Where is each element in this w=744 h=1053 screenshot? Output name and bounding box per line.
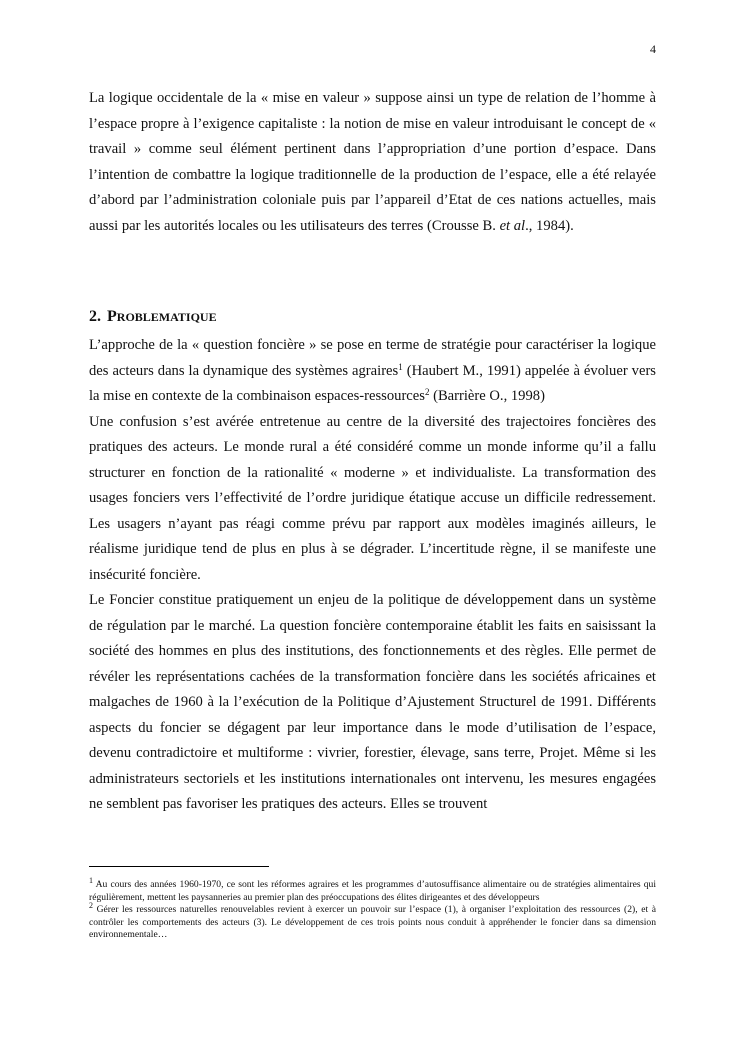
paragraph-approach-text-1: L’approche de la « question foncière » se pose en terme de stratégie pour caractériser la logique des acteurs dans la dynamique des systèmes agraires [89, 337, 656, 379]
citation-italic: et al [499, 217, 526, 234]
footnote-2 [89, 901, 656, 942]
footnotes [89, 876, 656, 942]
footnote-ref-1[interactable]: 1 [398, 361, 403, 372]
section-number: 2. [89, 308, 101, 325]
footnote-2-mark: 2 [89, 901, 93, 910]
paragraph-approach-text-2: (Haubert M., 1991) appelée à évoluer vers la mise en contexte de la combinaison espaces-ressources [89, 362, 656, 404]
paragraph-intro [89, 86, 656, 239]
section-title-initial: P [107, 308, 117, 325]
footnote-1-text: Au cours des années 1960-1970, ce sont les réformes agraires et les programmes d’autosuffisance alimentaire ou de stratégies alimentaires qui régulièrement, mettent les paysanneries au premier plan des préoccupations des élites dirigeantes et des développeurs [89, 879, 656, 903]
page-number: 4 [650, 42, 656, 56]
section-body [89, 333, 656, 818]
footnote-separator [89, 866, 269, 867]
paragraph-intro-text [89, 86, 656, 239]
paragraph-confusion: Une confusion s’est avérée entretenue au centre de la diversité des trajectoires foncières des pratiques des acteurs. Le monde rural a été considéré comme un monde informe qu’il a fallu structurer en fonction de la rationalité « moderne » et individualiste. La transformation des usages fonciers vers l’effectivité de l’ordre juridique étatique accuse un difficile redressement. Les usagers n’ayant pas réagi comme prévu par rapport aux modèles imaginés ailleurs, le réalisme juridique tend de plus en plus à se dégrader. L’incertitude règne, il se manifeste une insécurité foncière. [89, 413, 656, 583]
section-heading-problematique [89, 308, 217, 326]
section-title-rest: ROBLEMATIQUE [116, 310, 217, 324]
paragraph-approach [89, 333, 656, 410]
footnote-1-mark: 1 [89, 876, 93, 885]
paragraph-approach-text-3: (Barrière O., 1998) [429, 388, 545, 404]
paragraph-intro-text-a: La logique occidentale de la « mise en valeur » suppose ainsi un type de relation de l’homme à l’espace propre à l’exigence capitaliste : la notion de mise en valeur introduisant le concept de « travail » comme seul élément pertinent dans l’appropriation d’une portion d’espace. Dans l’intention de combattre la logique traditionnelle de la production de l’espace, elle a été relayée d’abord par l’administration coloniale puis par l’appareil d’Etat de ces nations actuelles, mais aussi par les autorités locales ou les utilisateurs des terres (Crousse B. [89, 90, 656, 234]
footnote-2-text: Gérer les ressources naturelles renouvelables revient à exercer un pouvoir sur l’espace (1), à organiser l’exploitation des ressources (2), et à contrôler les comportements des acteurs (3). Le développement de ces trois points nous conduit à appréhender le foncier dans sa dimension environnementale… [89, 904, 656, 940]
paragraph-intro-text-b: ., 1984). [525, 217, 574, 234]
footnote-ref-2[interactable]: 2 [424, 387, 430, 397]
paragraph-foncier: Le Foncier constitue pratiquement un enjeu de la politique de développement dans un système de régulation par le marché. La question foncière contemporaine établit les faits en saisissant la société des hommes en plus des institutions, des fonctionnements et des règles. Elle permet de révéler les représentations cachées de la transformation foncière dans les sociétés africaines et malgaches de 1960 à la l’exécution de la Politique d’Ajustement Structurel de 1991. Différents aspects du foncier se dégagent par leur importance dans le mode d’utilisation de l’espace, devenu contradictoire et multiforme : vivrier, forestier, élevage, sans terre, Projet. Même si les administrateurs sectoriels et les institutions internationales ont intervenu, les mesures engagées ne semblent pas favoriser les pratiques des acteurs. Elles se trouvent [89, 592, 656, 812]
footnote-1 [89, 876, 656, 904]
